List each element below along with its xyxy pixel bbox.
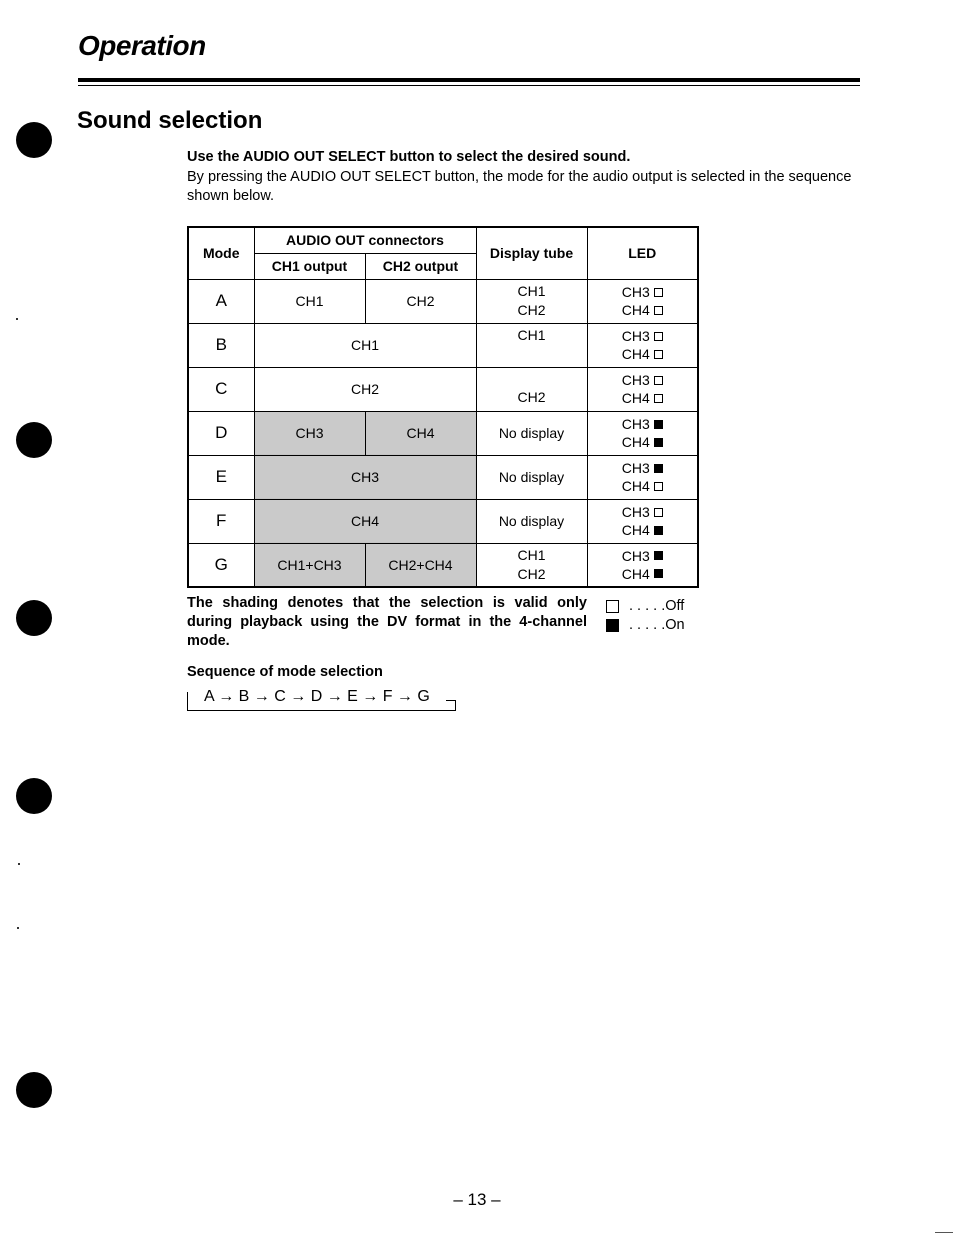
margin-bullet (16, 1072, 52, 1108)
led-off-icon (654, 350, 663, 359)
led-label: CH3 (621, 416, 650, 432)
header-ch1-output: CH1 output (254, 253, 365, 279)
header-audio-out: AUDIO OUT connectors (254, 227, 476, 253)
intro-paragraph: By pressing the AUDIO OUT SELECT button, the mode for the audio output is selected in the sequence shown below. (187, 169, 852, 204)
led-off-icon (654, 332, 663, 341)
led-cell (587, 499, 698, 543)
display-tube-cell: No display (476, 411, 587, 455)
sequence-label: Sequence of mode selection (187, 664, 383, 680)
margin-bullet (16, 778, 52, 814)
display-line: CH2 (517, 565, 546, 582)
shading-note: The shading denotes that the selection is valid only during playback using the DV format in the 4-channel mode. (187, 595, 587, 649)
led-off-icon (654, 394, 663, 403)
led-cell (587, 279, 698, 323)
table-row (188, 411, 698, 455)
intro-instruction: Use the AUDIO OUT SELECT button to select the desired sound. (187, 149, 631, 165)
led-off-icon (654, 288, 663, 297)
led-label: CH3 (621, 328, 650, 344)
table-row (188, 323, 698, 367)
led-label: CH4 (621, 565, 650, 582)
led-cell (587, 323, 698, 367)
display-tube-cell: No display (476, 455, 587, 499)
led-label: CH4 (621, 346, 650, 362)
display-tube-cell (476, 367, 587, 411)
led-cell (587, 367, 698, 411)
margin-bullet (16, 122, 52, 158)
led-on-icon (606, 619, 619, 632)
led-off-icon (654, 508, 663, 517)
margin-speck (16, 318, 18, 320)
ch2-output-cell: CH2 (365, 279, 476, 323)
mode-cell: G (188, 543, 254, 587)
margin-bullet (16, 600, 52, 636)
led-label: CH4 (621, 522, 650, 538)
led-cell (587, 455, 698, 499)
led-on-icon (654, 569, 663, 578)
display-line: CH1 (517, 326, 546, 343)
merged-output-cell: CH3 (254, 455, 476, 499)
led-on-icon (654, 551, 663, 560)
table-row (188, 499, 698, 543)
mode-cell: E (188, 455, 254, 499)
led-label: CH3 (621, 547, 650, 564)
led-label: CH3 (621, 372, 650, 388)
led-off-icon (654, 482, 663, 491)
mode-table (187, 226, 699, 588)
led-off-icon (606, 600, 619, 613)
sequence-loop-bracket-end (455, 700, 456, 710)
led-label: CH3 (621, 504, 650, 520)
display-tube-cell (476, 543, 587, 587)
display-tube-cell: No display (476, 499, 587, 543)
ch1-output-cell: CH1 (254, 279, 365, 323)
header-display-tube: Display tube (476, 227, 587, 279)
led-on-icon (654, 464, 663, 473)
led-label: CH4 (621, 478, 650, 494)
display-line: CH1 (517, 546, 546, 563)
display-tube-cell (476, 279, 587, 323)
led-on-icon (654, 526, 663, 535)
legend-on-label: . . . . .On (629, 617, 685, 633)
header-rule-thin (78, 85, 860, 86)
led-off-icon (654, 306, 663, 315)
mode-cell: C (188, 367, 254, 411)
led-off-icon (654, 376, 663, 385)
header-mode: Mode (188, 227, 254, 279)
ch1-output-cell: CH1+CH3 (254, 543, 365, 587)
led-cell (587, 543, 698, 587)
corner-mark (935, 1232, 953, 1233)
mode-cell: A (188, 279, 254, 323)
page-number: – 13 – (453, 1190, 501, 1209)
mode-cell: D (188, 411, 254, 455)
led-label: CH4 (621, 302, 650, 318)
display-tube-cell (476, 323, 587, 367)
merged-output-cell: CH2 (254, 367, 476, 411)
led-cell (587, 411, 698, 455)
page-header-title: Operation (78, 30, 206, 61)
header-rule-thick (78, 78, 860, 82)
legend-on (606, 617, 685, 633)
section-title: Sound selection (77, 107, 263, 134)
table-row (188, 543, 698, 587)
legend-off (606, 598, 684, 614)
margin-bullet (16, 422, 52, 458)
led-label: CH3 (621, 460, 650, 476)
display-line: CH2 (517, 302, 546, 318)
led-on-icon (654, 420, 663, 429)
margin-speck (17, 927, 19, 929)
led-label: CH4 (621, 434, 650, 450)
sequence-loop-bracket-tick (446, 700, 456, 701)
table-row (188, 367, 698, 411)
header-led: LED (587, 227, 698, 279)
margin-speck (18, 863, 20, 865)
led-on-icon (654, 438, 663, 447)
table-row (188, 279, 698, 323)
mode-cell: F (188, 499, 254, 543)
ch2-output-cell: CH4 (365, 411, 476, 455)
display-line: CH2 (517, 388, 546, 405)
header-ch2-output: CH2 output (365, 253, 476, 279)
sequence-text: A → B → C → D → E → F → G (204, 688, 430, 705)
display-line: CH1 (517, 283, 546, 299)
ch1-output-cell: CH3 (254, 411, 365, 455)
led-label: CH4 (621, 390, 650, 406)
merged-output-cell: CH4 (254, 499, 476, 543)
merged-output-cell: CH1 (254, 323, 476, 367)
table-row (188, 455, 698, 499)
ch2-output-cell: CH2+CH4 (365, 543, 476, 587)
mode-cell: B (188, 323, 254, 367)
legend-off-label: . . . . .Off (629, 598, 685, 614)
led-label: CH3 (621, 284, 650, 300)
